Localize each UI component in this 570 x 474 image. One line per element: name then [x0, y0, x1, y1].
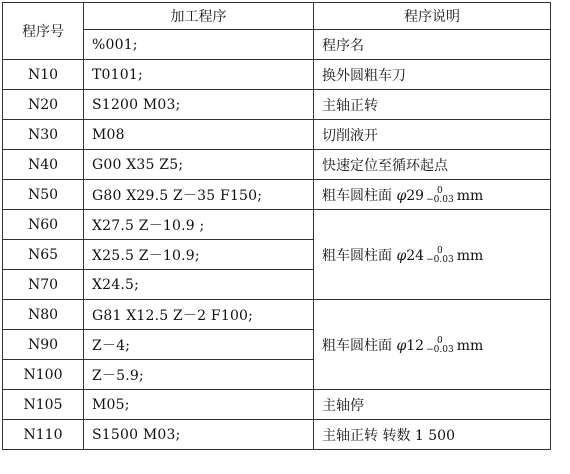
row-no: N60	[3, 210, 84, 240]
desc-prefix: 粗车圆柱面	[322, 247, 397, 264]
row-no: N100	[3, 360, 84, 390]
table-row	[3, 120, 551, 150]
row-no: N105	[3, 390, 84, 420]
header-program-no: 程序号	[3, 3, 84, 60]
diameter-value: 12	[406, 337, 425, 354]
tolerance-upper: 0	[437, 335, 443, 346]
row-code: M05;	[84, 390, 314, 420]
row-code: S1500 M03;	[84, 420, 314, 450]
row-code: G81 X12.5 Z－2 F100;	[84, 300, 314, 330]
desc-prefix: 粗车圆柱面	[322, 187, 397, 204]
row-no: N80	[3, 300, 84, 330]
tolerance-lower: −0.03	[426, 254, 454, 265]
tolerance-upper: 0	[437, 185, 443, 196]
tolerance	[426, 337, 454, 355]
phi-symbol: φ	[396, 337, 407, 354]
tolerance-lower: −0.03	[426, 344, 454, 355]
table-row	[3, 420, 551, 450]
unit: mm	[456, 187, 484, 204]
rough-turning-desc-3	[314, 300, 551, 390]
row-desc: 换外圆粗车刀	[314, 60, 551, 90]
row-no: N70	[3, 270, 84, 300]
row-code: T0101;	[84, 60, 314, 90]
unit: mm	[456, 247, 484, 264]
program-name-code: %001;	[84, 30, 314, 60]
tolerance	[426, 247, 454, 265]
rough-turning-desc-2	[314, 210, 551, 300]
row-desc: 切削液开	[314, 120, 551, 150]
row-no: N50	[3, 180, 84, 210]
row-code: X25.5 Z－10.9;	[84, 240, 314, 270]
program-name-row	[3, 30, 551, 60]
table-row	[3, 180, 551, 210]
row-code: X24.5;	[84, 270, 314, 300]
table-row	[3, 210, 551, 240]
row-desc: 主轴正转	[314, 90, 551, 120]
row-desc: 主轴正转 转数 1 500	[314, 420, 551, 450]
header-description: 程序说明	[314, 3, 551, 30]
row-no: N90	[3, 330, 84, 360]
cnc-program-table	[2, 2, 551, 450]
row-code: S1200 M03;	[84, 90, 314, 120]
row-no: N65	[3, 240, 84, 270]
program-name-desc: 程序名	[314, 30, 551, 60]
header-program: 加工程序	[84, 3, 314, 30]
row-code: X27.5 Z－10.9 ;	[84, 210, 314, 240]
header-row	[3, 3, 551, 30]
unit: mm	[456, 337, 484, 354]
program-table-wrapper	[2, 2, 551, 450]
row-no: N40	[3, 150, 84, 180]
table-row	[3, 60, 551, 90]
tolerance	[426, 187, 454, 205]
row-code: Z－4;	[84, 330, 314, 360]
row-code: Z－5.9;	[84, 360, 314, 390]
row-code: G80 X29.5 Z－35 F150;	[84, 180, 314, 210]
table-row	[3, 390, 551, 420]
row-no: N20	[3, 90, 84, 120]
table-row	[3, 90, 551, 120]
tolerance-upper: 0	[437, 245, 443, 256]
rough-turning-desc-1	[314, 180, 551, 210]
diameter-value: 24	[406, 247, 425, 264]
row-no: N10	[3, 60, 84, 90]
row-code: G00 X35 Z5;	[84, 150, 314, 180]
row-code: M08	[84, 120, 314, 150]
phi-symbol: φ	[396, 187, 407, 204]
row-no: N110	[3, 420, 84, 450]
tolerance-lower: −0.03	[426, 194, 454, 205]
table-row	[3, 300, 551, 330]
row-desc: 主轴停	[314, 390, 551, 420]
phi-symbol: φ	[396, 247, 407, 264]
desc-prefix: 粗车圆柱面	[322, 337, 397, 354]
row-no: N30	[3, 120, 84, 150]
table-row	[3, 150, 551, 180]
diameter-value: 29	[406, 187, 425, 204]
row-desc: 快速定位至循环起点	[314, 150, 551, 180]
